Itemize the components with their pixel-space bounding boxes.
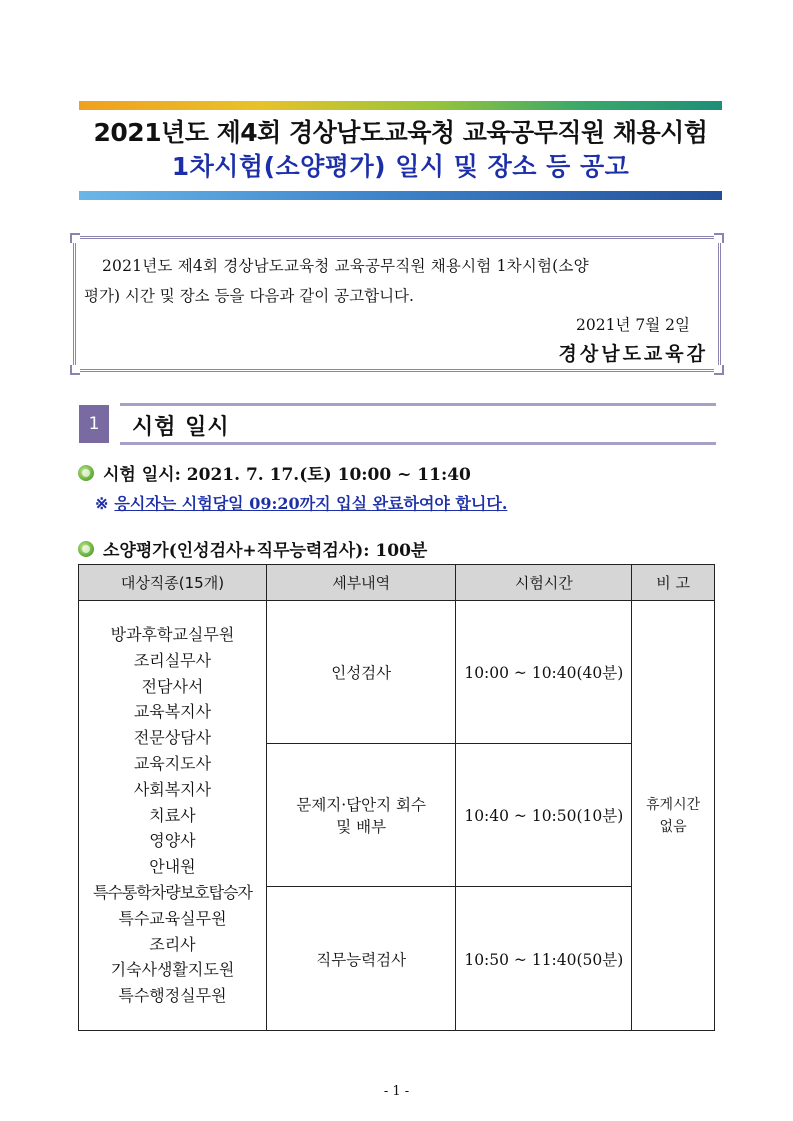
- time-cell: 10:50 ~ 11:40(50분): [456, 887, 632, 1031]
- job-item: 특수교육실무원: [118, 908, 227, 928]
- notice-text-line1: 2021년도 제4회 경상남도교육청 교육공무직원 채용시험 1차시험(소양: [102, 257, 589, 275]
- entry-note-text: 응시자는 시험당일 09:20까지 입실 완료하여야 합니다.: [114, 494, 508, 513]
- job-item: 기숙사생활지도원: [110, 960, 235, 980]
- note-line2: 없음: [659, 818, 687, 835]
- header-time: 시험시간: [456, 565, 632, 601]
- title-top-bar: [79, 101, 722, 110]
- job-item: 전담사서: [141, 676, 204, 696]
- duration-text: 소양평가(인성검사+직무능력검사): 100분: [103, 541, 428, 561]
- job-item: 전문상담사: [133, 728, 212, 748]
- job-item: 조리실무사: [133, 650, 212, 670]
- entry-note: [95, 491, 507, 514]
- table-header-row: [79, 565, 715, 601]
- job-item: 영양사: [149, 831, 196, 851]
- time-cell: 10:00 ~ 10:40(40분): [456, 601, 632, 744]
- notice-corner: [70, 233, 80, 243]
- duration-line: [78, 536, 427, 561]
- section-heading: [79, 401, 716, 447]
- detail-line2: 및 배부: [336, 818, 387, 836]
- job-item: 조리사: [149, 934, 196, 954]
- page-number: - 1 -: [383, 1084, 410, 1099]
- notice-corner: [714, 365, 724, 375]
- exam-schedule-table: [78, 564, 715, 1031]
- job-item: 안내원: [149, 857, 196, 877]
- detail-cell: 인성검사: [266, 601, 456, 744]
- title-bottom-bar: [79, 191, 722, 200]
- header-note: 비 고: [632, 565, 715, 601]
- job-item: 교육지도사: [133, 754, 212, 773]
- job-item: 특수행정실무원: [118, 986, 227, 1006]
- table-row: [79, 601, 715, 744]
- exam-date-line: [78, 460, 471, 485]
- job-list-cell: [79, 601, 267, 1031]
- detail-cell: [266, 744, 456, 887]
- document-title-line2: 1차시험(소양평가) 일시 및 장소 등 공고: [171, 152, 630, 181]
- green-bullet-icon: [78, 465, 94, 481]
- notice-corner: [714, 233, 724, 243]
- section-number: 1: [79, 405, 109, 443]
- job-item: 특수통학차량보호탑승자: [92, 882, 252, 902]
- notice-corner: [70, 365, 80, 375]
- header-detail: 세부내역: [266, 565, 456, 601]
- time-cell: 10:40 ~ 10:50(10분): [456, 744, 632, 887]
- notice-text-line2: 평가) 시간 및 장소 등을 다음과 같이 공고합니다.: [84, 287, 414, 305]
- notice-organization: 경상남도교육감: [558, 343, 708, 365]
- reference-mark-icon: ※: [95, 494, 109, 513]
- document-title-block: [79, 101, 722, 200]
- notice-box: [73, 236, 721, 372]
- notice-date: 2021년 7월 2일: [576, 316, 690, 334]
- green-bullet-icon: [78, 541, 94, 557]
- exam-date-text: 시험 일시: 2021. 7. 17.(토) 10:00 ~ 11:40: [103, 465, 471, 485]
- detail-line1: 문제지·답안지 회수: [296, 796, 426, 814]
- header-jobs: 대상직종(15개): [79, 565, 267, 601]
- job-item: 방과후학교실무원: [110, 625, 235, 645]
- document-title-line1: 2021년도 제4회 경상남도교육청 교육공무직원 채용시험: [93, 118, 708, 147]
- job-item: 사회복지사: [133, 779, 212, 799]
- section-title-box: [120, 403, 716, 445]
- job-item: 교육복지사: [133, 702, 212, 722]
- section-title: 시험 일시: [132, 415, 230, 440]
- note-cell: [632, 601, 715, 1031]
- job-item: 치료사: [149, 805, 196, 825]
- detail-cell: 직무능력검사: [266, 887, 456, 1031]
- note-line1: 휴게시간: [646, 796, 701, 813]
